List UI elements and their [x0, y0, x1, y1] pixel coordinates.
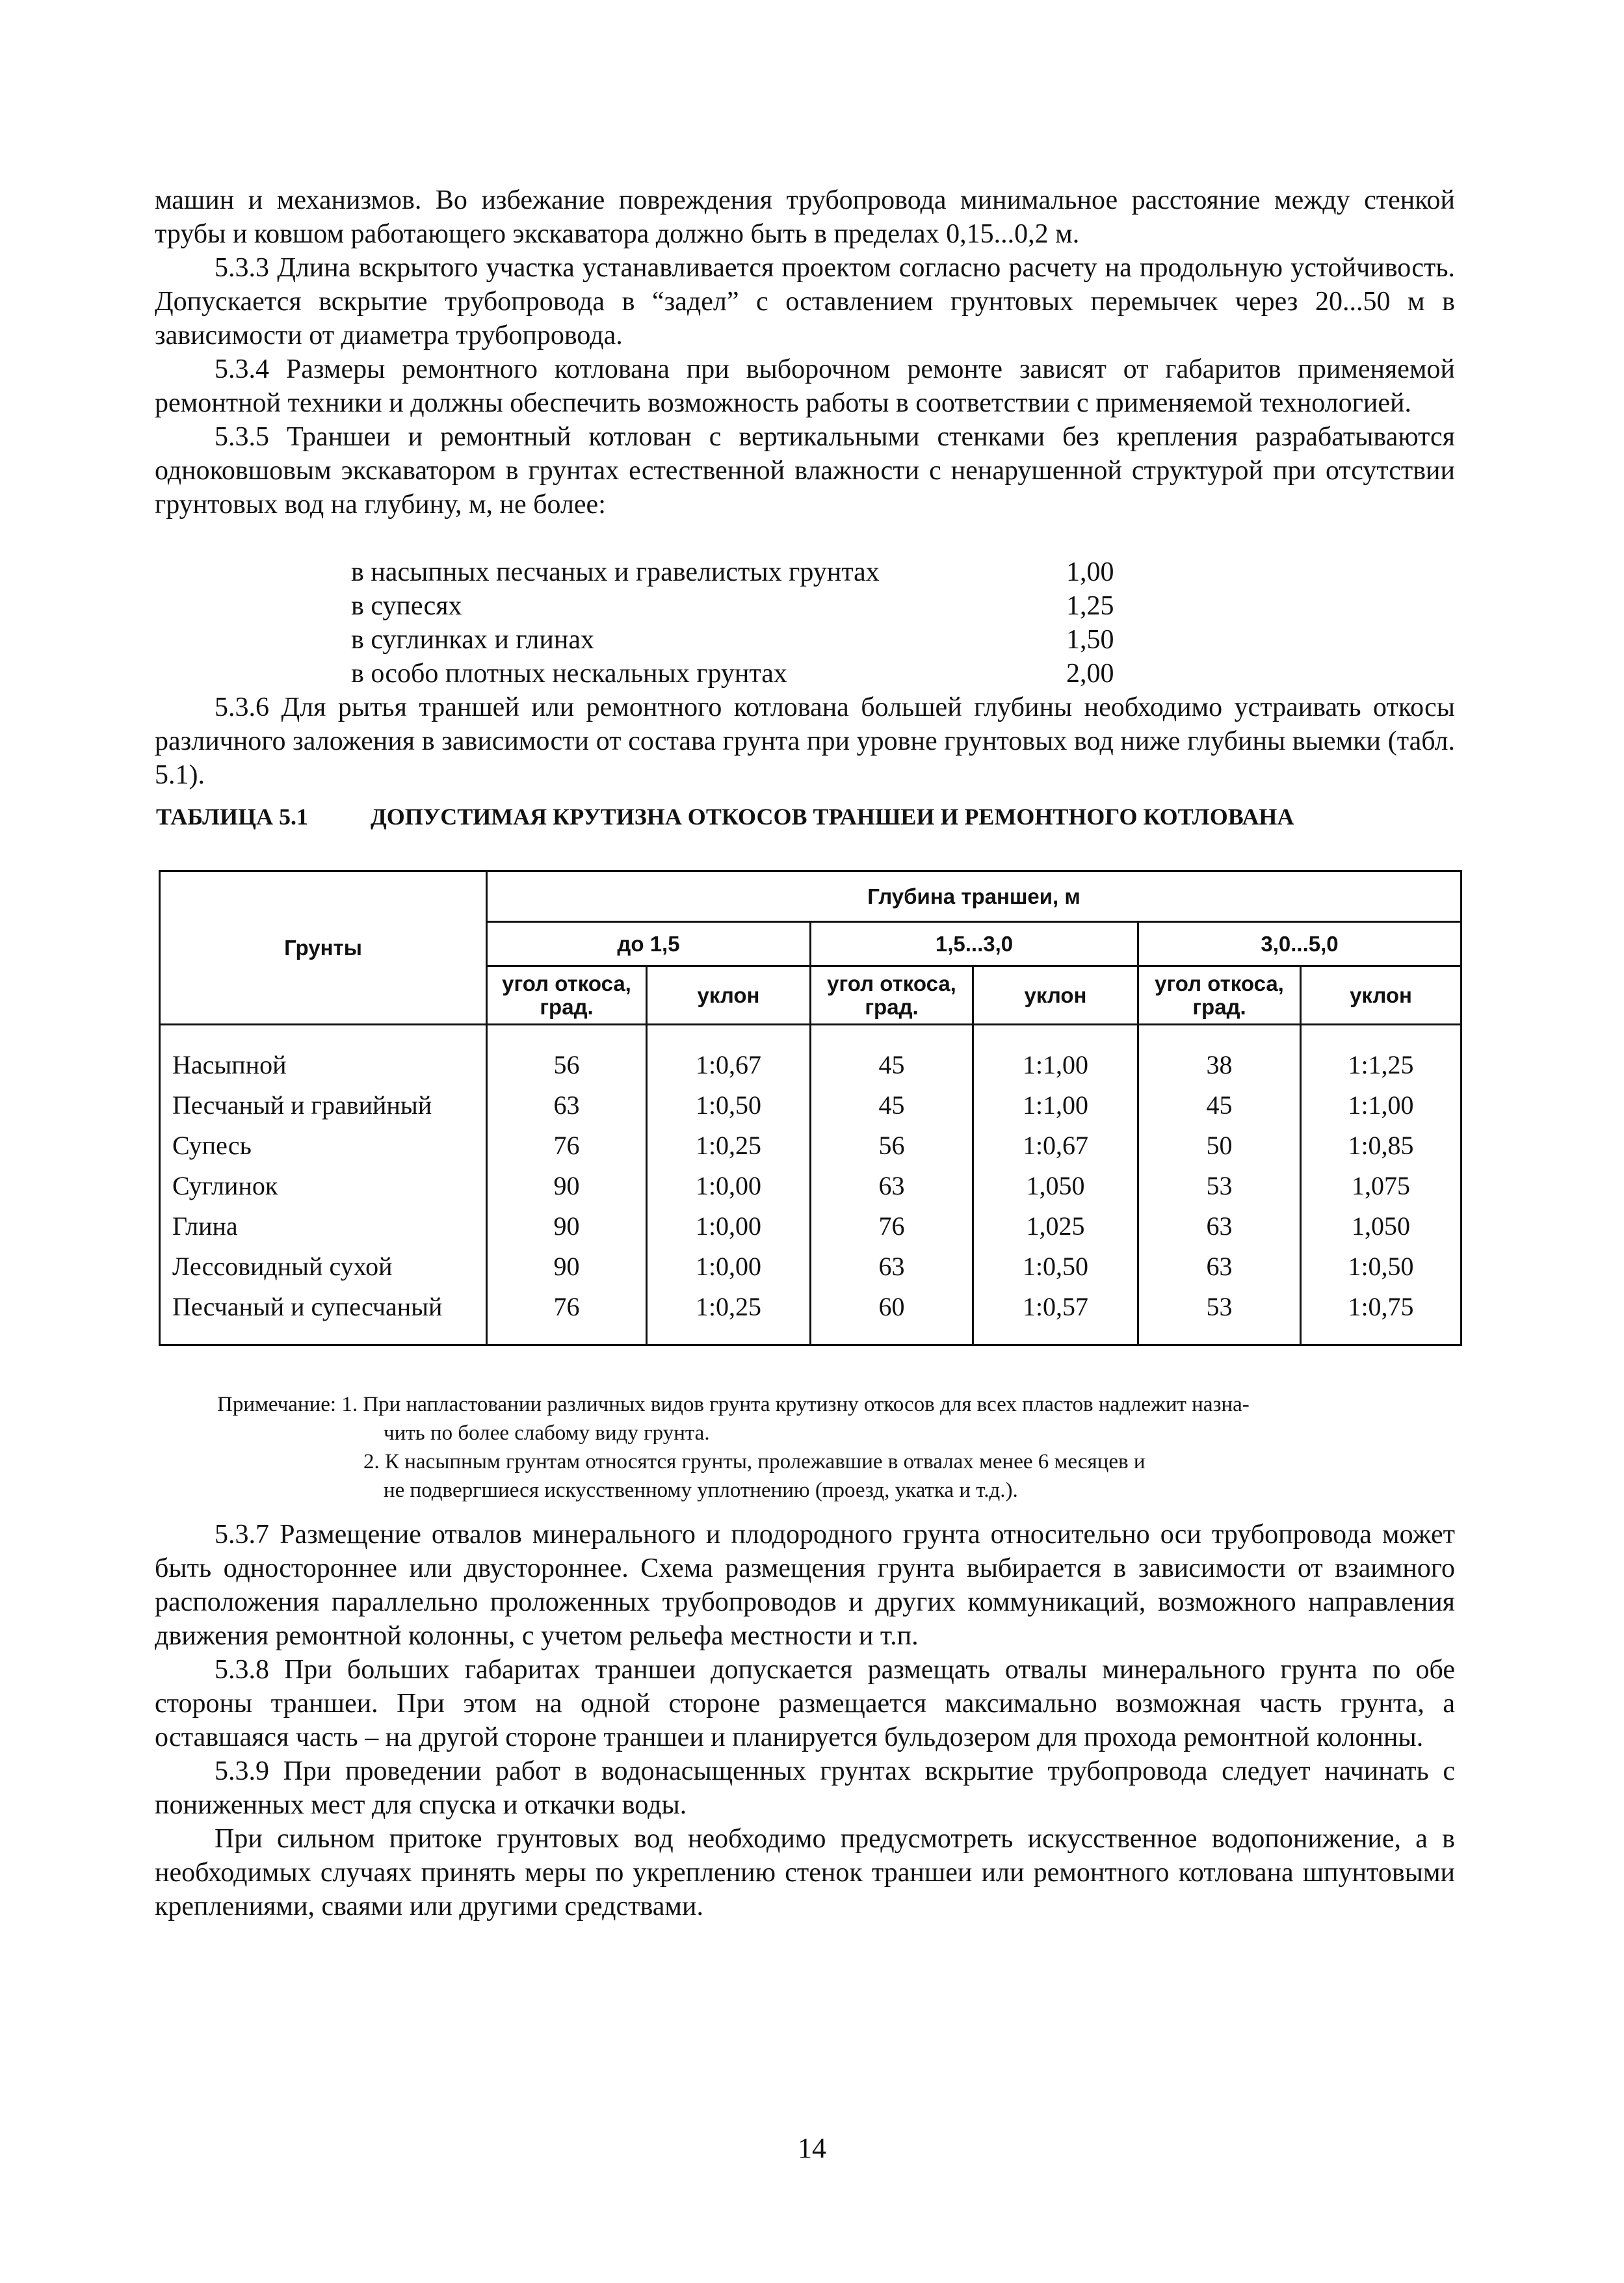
- table-cell: 76: [487, 1287, 647, 1345]
- table-cell: 56: [487, 1025, 647, 1086]
- note-line: 2. К насыпным грунтам относятся грунты, пролежавшие в отвалах менее 6 месяцев и: [363, 1450, 1146, 1473]
- paragraph-5-3-4: 5.3.4 Размеры ремонтного котлована при выборочном ремонте зависят от габаритов применяемой ремонтной техники и должны обеспечить возможность работы в соответствии с применяемой технологией.: [155, 354, 1455, 418]
- table-cell: 90: [487, 1166, 647, 1206]
- table-row: [160, 1287, 1461, 1345]
- table-cell: 53: [1138, 1287, 1301, 1345]
- depth-list-label: в супесях: [351, 591, 462, 621]
- soil-cell: Песчаный и гравийный: [160, 1085, 487, 1126]
- text-block-5-3-6: [155, 691, 1455, 792]
- depth-list-item: [351, 555, 1261, 589]
- note-line: чить по более слабому виду грунта.: [384, 1421, 710, 1445]
- table-cell: 63: [811, 1247, 973, 1287]
- paragraph-5-3-5: 5.3.5 Траншеи и ремонтный котлован с вертикальными стенками без крепления разрабатываются одноковшовым экскаватором в грунтах естественной влажности с ненарушенной структурой при отсутствии грунтовых вод на глубину, м, не более:: [155, 422, 1455, 520]
- table-cell: 45: [811, 1025, 973, 1086]
- text-block-top: [155, 183, 1455, 521]
- paragraph-5-3-6: 5.3.6 Для рытья траншей или ремонтного котлована большей глубины необходимо устраивать откосы различного заложения в зависимости от состава грунта при уровне грунтовых вод ниже глубины выемки (табл. 5.1).: [155, 693, 1455, 790]
- paragraph-5-3-8: 5.3.8 При больших габаритах траншеи допускается размещать отвалы минерального грунта по обе стороны траншеи. При этом на одной стороне размещается максимально возможная часть грунта, а оставшаяся часть – на другой стороне траншеи и планируется бульдозером для прохода ремонтной колонны.: [155, 1655, 1455, 1752]
- table-cell: 1:0,85: [1301, 1126, 1461, 1166]
- table-cell: 1:0,25: [647, 1126, 811, 1166]
- depth-range-header: 3,0...5,0: [1138, 922, 1461, 966]
- table-cell: 1,075: [1301, 1166, 1461, 1206]
- table-cell: 76: [487, 1126, 647, 1166]
- slope-header: уклон: [1301, 966, 1461, 1025]
- table-caption: [156, 801, 1456, 832]
- table-cell: 60: [811, 1287, 973, 1345]
- note-line: 1. При напластовании различных видов грунта крутизну откосов для всех пластов надлежит назна-: [341, 1393, 1250, 1416]
- table-cell: 1,025: [973, 1206, 1138, 1247]
- depth-list-value: 1,25: [1066, 591, 1114, 621]
- depth-list-value: 1,00: [1066, 557, 1114, 587]
- table-cell: 45: [811, 1085, 973, 1126]
- table-title: ДОПУСТИМАЯ КРУТИЗНА ОТКОСОВ ТРАНШЕИ И РЕМОНТНОГО КОТЛОВАНА: [371, 804, 1294, 830]
- angle-header: угол откоса, град.: [487, 966, 647, 1025]
- depth-list-label: в суглинках и глинах: [351, 625, 594, 655]
- depth-list-value: 1,50: [1066, 625, 1114, 655]
- soil-cell: Лессовидный сухой: [160, 1247, 487, 1287]
- paragraph-5-3-7: 5.3.7 Размещение отвалов минерального и плодородного грунта относительно оси трубопровода может быть одностороннее или двустороннее. Схема размещения грунта выбирается в зависимости от взаимного расположения параллельно проложенных трубопроводов и других коммуникаций, возможного направления движения ремонтной колонны, с учетом рельефа местности и т.п.: [155, 1520, 1455, 1651]
- slope-table: [159, 870, 1462, 1346]
- table-cell: 1:0,25: [647, 1287, 811, 1345]
- table-cell: 1:0,00: [647, 1166, 811, 1206]
- soil-cell: Песчаный и супесчаный: [160, 1287, 487, 1345]
- angle-header: угол откоса, град.: [1138, 966, 1301, 1025]
- table-row: [160, 1247, 1461, 1287]
- table-cell: 1:1,00: [1301, 1085, 1461, 1126]
- slope-header: уклон: [973, 966, 1138, 1025]
- paragraph: При сильном притоке грунтовых вод необходимо предусмотреть искусственное водопонижение, а в необходимых случаях принять меры по укреплению стенок траншеи или ремонтного котлована шпунтовыми креплениями, сваями или другими средствами.: [155, 1824, 1455, 1921]
- table-number: ТАБЛИЦА 5.1: [156, 804, 308, 830]
- table-cell: 1:1,25: [1301, 1025, 1461, 1086]
- table-cell: 45: [1138, 1085, 1301, 1126]
- table-cell: 1:0,75: [1301, 1287, 1461, 1345]
- depth-list-item: [351, 623, 1261, 657]
- table-cell: 1:0,67: [973, 1126, 1138, 1166]
- paragraph-5-3-3: 5.3.3 Длина вскрытого участка устанавливается проектом согласно расчету на продольную устойчивость. Допускается вскрытие трубопровода в “задел” с оставлением грунтовых перемычек через 20...50 м в зависимости от диаметра трубопровода.: [155, 253, 1455, 350]
- depth-list-item: [351, 589, 1261, 623]
- depth-range-header: 1,5...3,0: [811, 922, 1138, 966]
- table-cell: 53: [1138, 1166, 1301, 1206]
- depth-list-item: [351, 657, 1261, 691]
- table-cell: 1,050: [973, 1166, 1138, 1206]
- table-row: [160, 1126, 1461, 1166]
- table-cell: 1:0,00: [647, 1206, 811, 1247]
- table-cell: 63: [1138, 1206, 1301, 1247]
- table-cell: 1:0,00: [647, 1247, 811, 1287]
- depth-list-value: 2,00: [1066, 659, 1114, 689]
- depth-range-header: до 1,5: [487, 922, 811, 966]
- table-cell: 90: [487, 1206, 647, 1247]
- table-row: [160, 1166, 1461, 1206]
- angle-header: угол откоса, град.: [811, 966, 973, 1025]
- soil-header: Грунты: [160, 871, 487, 1025]
- table-cell: 56: [811, 1126, 973, 1166]
- table-cell: 1:1,00: [973, 1025, 1138, 1086]
- depth-header: Глубина траншеи, м: [487, 871, 1461, 922]
- table-cell: 76: [811, 1206, 973, 1247]
- depth-list-label: в особо плотных нескальных грунтах: [351, 659, 787, 689]
- soil-cell: Супесь: [160, 1126, 487, 1166]
- table-cell: 50: [1138, 1126, 1301, 1166]
- note-label: Примечание:: [217, 1393, 337, 1416]
- table-cell: 63: [1138, 1247, 1301, 1287]
- table-row: [160, 1085, 1461, 1126]
- table-cell: 1,050: [1301, 1206, 1461, 1247]
- table-cell: 1:0,50: [1301, 1247, 1461, 1287]
- depth-list-label: в насыпных песчаных и гравелистых грунтах: [351, 557, 880, 587]
- table-row: [160, 1025, 1461, 1086]
- table-cell: 90: [487, 1247, 647, 1287]
- soil-cell: Суглинок: [160, 1166, 487, 1206]
- table-cell: 1:0,50: [647, 1085, 811, 1126]
- text-block-bottom: [155, 1518, 1455, 1923]
- table-cell: 38: [1138, 1025, 1301, 1086]
- paragraph-5-3-9: 5.3.9 При проведении работ в водонасыщенных грунтах вскрытие трубопровода следует начинать с пониженных мест для спуска и откачки воды.: [155, 1756, 1455, 1820]
- soil-cell: Насыпной: [160, 1025, 487, 1086]
- note-line: не подвергшиеся искусственному уплотнению (проезд, укатка и т.д.).: [384, 1479, 1018, 1502]
- table-cell: 1:0,50: [973, 1247, 1138, 1287]
- table-cell: 1:0,57: [973, 1287, 1138, 1345]
- table-cell: 63: [487, 1085, 647, 1126]
- table-note: [217, 1390, 1465, 1505]
- table-row: [160, 1206, 1461, 1247]
- soil-cell: Глина: [160, 1206, 487, 1247]
- slope-header: уклон: [647, 966, 811, 1025]
- table-cell: 1:1,00: [973, 1085, 1138, 1126]
- page-number: 14: [798, 2132, 826, 2164]
- table-cell: 63: [811, 1166, 973, 1206]
- paragraph: машин и механизмов. Во избежание повреждения трубопровода минимальное расстояние между стенкой трубы и ковшом работающего экскаватора должно быть в пределах 0,15...0,2 м.: [155, 185, 1455, 249]
- table-cell: 1:0,67: [647, 1025, 811, 1086]
- depth-list: [351, 555, 1261, 691]
